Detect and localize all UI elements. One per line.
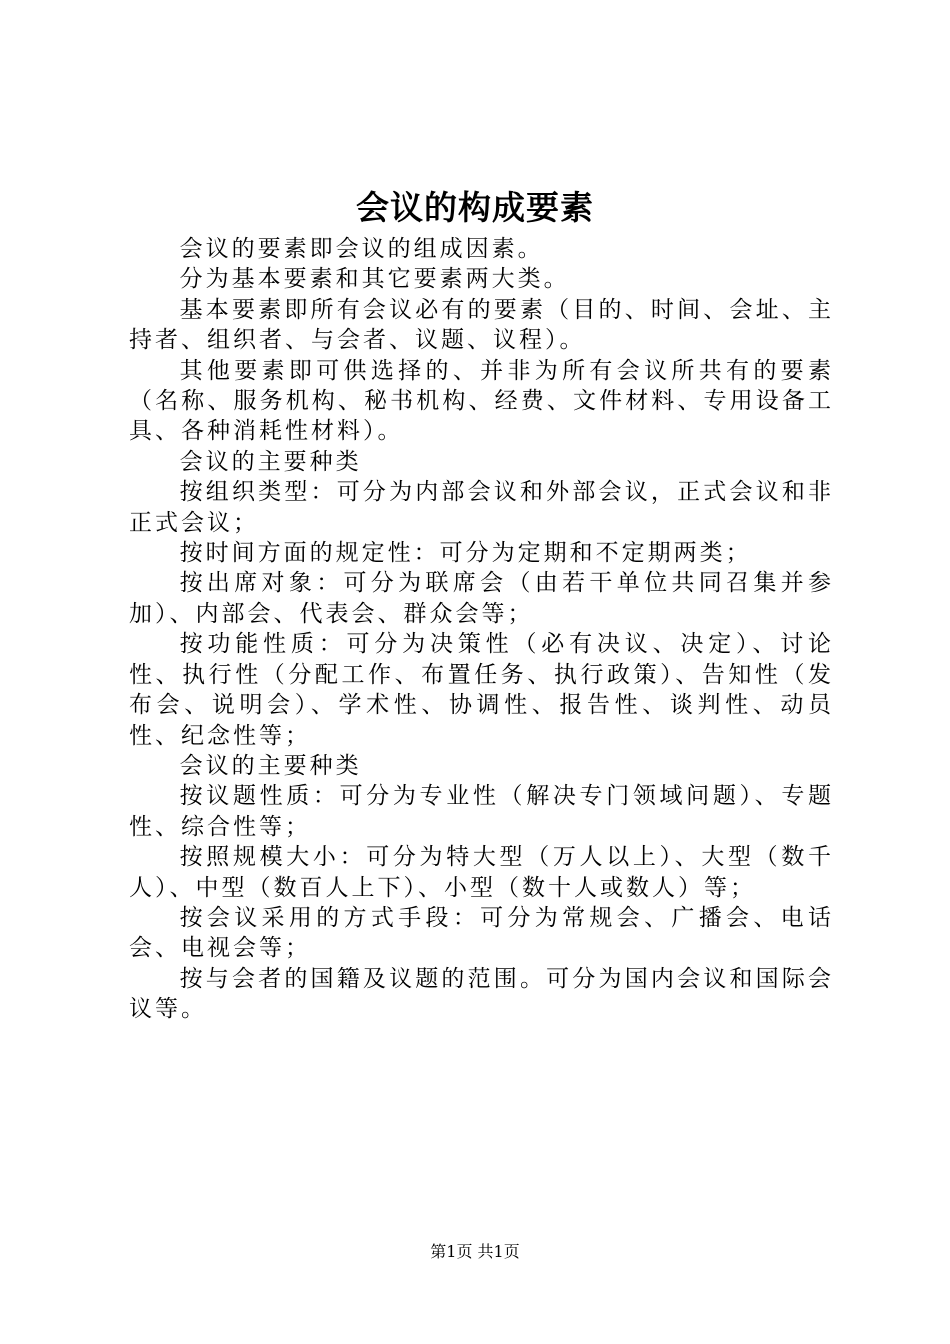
paragraph: 分为基本要素和其它要素两大类。 [179, 266, 570, 293]
section-heading: 会议的主要种类 [179, 752, 362, 779]
section-heading: 会议的主要种类 [179, 448, 362, 475]
paragraph: 按出席对象：可分为联席会（由若干单位共同召集并参加）、内部会、代表会、群众会等； [129, 570, 834, 627]
document-title: 会议的构成要素 [356, 188, 594, 227]
paragraph: 按议题性质：可分为专业性（解决专门领域问题）、专题性、综合性等； [129, 783, 834, 840]
paragraph: 其他要素即可供选择的、并非为所有会议所共有的要素（名称、服务机构、秘书机构、经费、文件材料、专用设备工具、各种消耗性材料）。 [129, 357, 834, 445]
paragraph: 会议的要素即会议的组成因素。 [179, 236, 544, 262]
paragraph: 按时间方面的规定性：可分为定期和不定期两类； [179, 540, 752, 567]
paragraph: 按功能性质：可分为决策性（必有决议、决定）、讨论性、执行性（分配工作、布置任务、执行政策）、告知性（发布会、说明会）、学术性、协调性、报告性、谈判性、动员性、纪念性等； [129, 631, 834, 749]
paragraph: 按组织类型：可分为内部会议和外部会议，正式会议和非正式会议； [129, 479, 834, 536]
document-body [129, 234, 834, 1025]
page-number-footer: 第1页 共1页 [430, 1242, 520, 1261]
paragraph: 基本要素即所有会议必有的要素（目的、时间、会址、主持者、组织者、与会者、议题、议程）。 [129, 296, 834, 354]
paragraph: 按会议采用的方式手段：可分为常规会、广播会、电话会、电视会等； [129, 904, 834, 962]
paragraph: 按照规模大小：可分为特大型（万人以上）、大型（数千人）、中型（数百人上下）、小型（数十人或数人）等； [129, 844, 834, 901]
paragraph: 按与会者的国籍及议题的范围。可分为国内会议和国际会议等。 [129, 965, 834, 1023]
